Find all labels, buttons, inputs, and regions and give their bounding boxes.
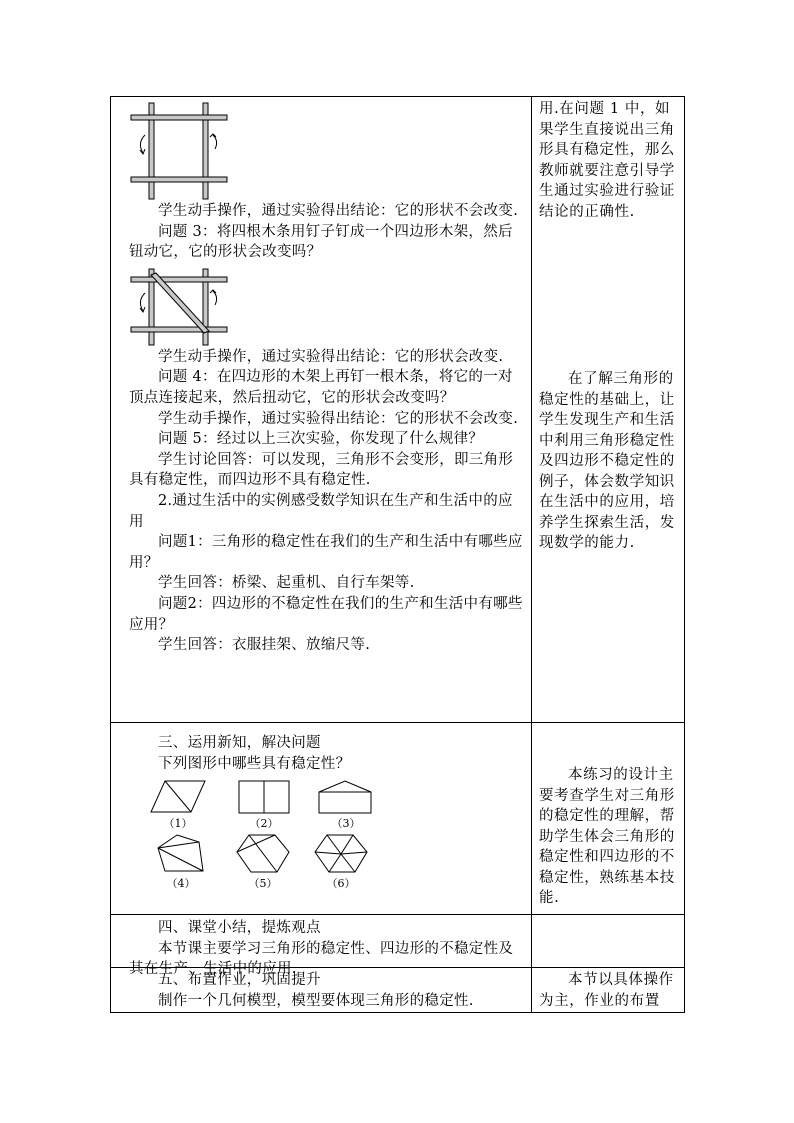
paragraph-5: 学生动手操作，通过实验得出结论：它的形状不会改变. <box>158 410 519 427</box>
paragraph-12: 学生回答：衣服挂架、放缩尺等. <box>158 637 371 654</box>
shape-1 <box>149 780 207 830</box>
shape-caption-2: （2） <box>249 817 279 831</box>
house-pentagon-icon <box>317 780 375 814</box>
paragraph-10: 学生回答：桥梁、起重机、自行车架等. <box>158 575 415 592</box>
row4-side-cell <box>539 970 681 1011</box>
paragraph-3: 学生动手操作，通过实验得出结论：它的形状会改变. <box>158 348 504 365</box>
lesson-table <box>110 96 685 1013</box>
shape-caption-5: （5） <box>248 877 278 891</box>
section5-title: 五、布置作业，巩固提升 <box>158 972 321 988</box>
shape-3 <box>317 780 375 830</box>
paragraph-8: 2.通过生活中的实例感受数学知识在生产和生活中的应用 <box>129 492 513 530</box>
section5-body: 制作一个几何模型，模型要体现三角形的稳定性. <box>158 992 474 1009</box>
split-rectangle-icon <box>235 780 293 814</box>
paragraph-9: 问题1：三角形的稳定性在我们的生产和生活中有哪些应用？ <box>129 534 523 571</box>
section3-title: 三、运用新知，解决问题 <box>158 735 321 751</box>
row4-main-cell <box>129 970 525 1011</box>
paragraph-4: 问题 4：在四边形的木架上再钉一根木条，将它的一对顶点连接起来，然后扭动它，它的形状会改变吗？ <box>129 369 513 406</box>
paragraph-6: 问题 5：经过以上三次实验，你发现了什么规律？ <box>158 431 484 448</box>
section3-side-note: 本练习的设计主要考查学生对三角形的稳定性的理解，帮助学生体会三角形的稳定性和四边形的不稳定性，熟练基本技能. <box>539 767 675 906</box>
paragraph-7: 学生讨论回答：可以发现，三角形不会变形，即三角形具有稳定性，而四边形不具有稳定性. <box>129 451 514 489</box>
row2-side-cell <box>539 765 681 909</box>
shape-caption-1: （1） <box>163 817 193 831</box>
shapes-row-1 <box>149 780 525 830</box>
paragraph-1: 学生动手操作，通过实验得出结论：它的形状不会改变. <box>158 203 519 219</box>
row-divider-2 <box>111 914 684 915</box>
row1-side-bottom <box>539 369 681 554</box>
paragraph-2: 问题 3：将四根木条用钉子钉成一个四边形木架，然后钮动它，它的形状会改变吗？ <box>129 223 513 261</box>
side-note-1: 用.在问题 1 中，如果学生直接说出三角形具有稳定性，那么教师就要注意引导学生通过实验进行验证结论的正确性. <box>539 101 675 220</box>
square-frame-figure <box>129 101 229 201</box>
side-note-2: 在了解三角形的稳定性的基础上，让学生发现生产和生活中利用三角形稳定性及四边形不稳定性的例子，体会数学知识在生活中的应用，培养学生探索生活，发现数学的能力. <box>539 371 675 551</box>
row-divider-1 <box>111 722 684 723</box>
parallelogram-diagonal-icon <box>149 780 207 814</box>
row1-side-top <box>539 99 681 222</box>
pentagon-triangulated-icon <box>157 834 205 874</box>
hexagon-diagonals-icon <box>235 834 291 874</box>
braced-frame-figure <box>129 267 229 347</box>
shape-caption-3: （3） <box>331 817 361 831</box>
hexagon-fan-icon <box>313 834 369 874</box>
section3-question: 下列图形中哪些具有稳定性？ <box>158 755 351 772</box>
shape-2 <box>235 780 293 830</box>
section5-side-note: 本节以具体操作为主，作业的布置 <box>539 972 674 1009</box>
shape-6 <box>313 834 369 890</box>
shape-5 <box>235 834 291 890</box>
shape-4 <box>157 834 205 890</box>
shapes-row-2 <box>157 834 525 890</box>
shape-caption-4: （4） <box>166 877 196 891</box>
column-divider <box>531 97 532 1012</box>
shape-caption-6: （6） <box>326 877 356 891</box>
section4-body: 本节课主要学习三角形的稳定性、四边形的不稳定性及其在生产、生活中的应用. <box>129 940 514 978</box>
section4-title: 四、课堂小结，提炼观点 <box>158 920 321 936</box>
row1-main-cell <box>129 101 525 656</box>
row2-main-cell <box>129 733 525 890</box>
paragraph-11: 问题2：四边形的不稳定性在我们的生产和生活中有哪些应用？ <box>129 595 523 633</box>
